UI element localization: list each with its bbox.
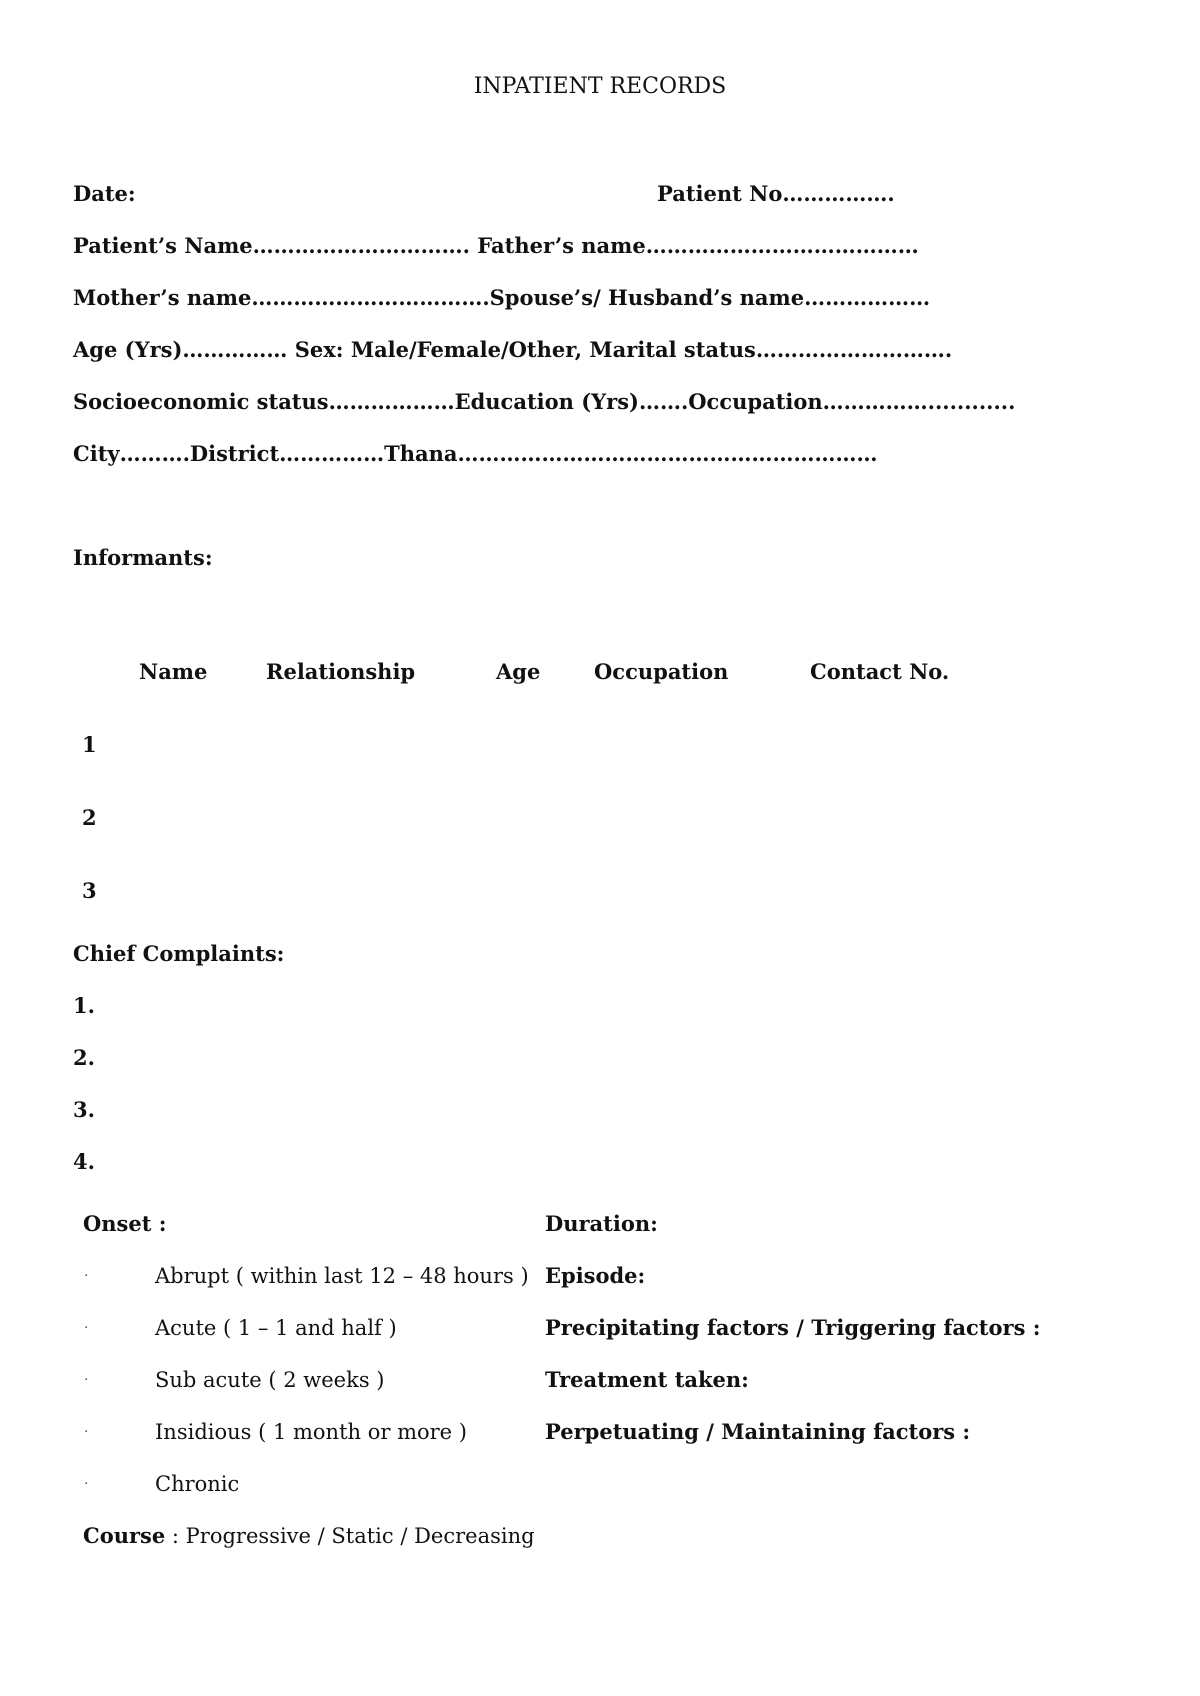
onset-option: Sub acute ( 2 weeks ) — [155, 1368, 385, 1392]
treatment-taken-label: Treatment taken: — [545, 1367, 749, 1392]
bullet-icon: · — [84, 1268, 89, 1284]
complaint-number: 3. — [73, 1097, 95, 1122]
episode-label: Episode: — [545, 1263, 646, 1288]
informant-row-number: 2 — [82, 805, 97, 830]
address-line: City……….District……………Thana…………………………………………………… — [73, 441, 878, 466]
mother-name-line: Mother’s name…………………………….Spouse’s/ Husband’s name……………… — [73, 285, 931, 310]
complaint-number: 2. — [73, 1045, 95, 1070]
patient-name-line: Patient’s Name…………………………. Father’s name………………………………… — [73, 233, 919, 258]
bullet-icon: · — [84, 1372, 89, 1388]
informants-col-contact: Contact No. — [810, 659, 950, 684]
informants-col-occupation: Occupation — [594, 659, 729, 684]
bullet-icon: · — [84, 1320, 89, 1336]
age-sex-marital-line: Age (Yrs)…………… Sex: Male/Female/Other, Marital status………………………. — [73, 337, 953, 362]
course-label: Course — [83, 1523, 166, 1548]
complaint-number: 4. — [73, 1149, 95, 1174]
informant-row-number: 1 — [82, 732, 97, 757]
bullet-icon: · — [84, 1424, 89, 1440]
onset-option: Chronic — [155, 1472, 240, 1496]
onset-option: Insidious ( 1 month or more ) — [155, 1420, 467, 1444]
course-line — [83, 1523, 535, 1549]
chief-complaints-heading: Chief Complaints: — [73, 941, 285, 966]
patient-no-label: Patient No……………. — [657, 181, 895, 206]
date-label: Date: — [73, 181, 136, 206]
precipitating-factors-label: Precipitating factors / Triggering factors : — [545, 1315, 1041, 1340]
complaint-number: 1. — [73, 993, 95, 1018]
informants-col-relationship: Relationship — [266, 659, 416, 684]
course-value: : Progressive / Static / Decreasing — [165, 1524, 535, 1548]
onset-heading: Onset : — [83, 1211, 167, 1236]
bullet-icon: · — [84, 1476, 89, 1492]
onset-option: Acute ( 1 – 1 and half ) — [155, 1316, 397, 1340]
informant-row-number: 3 — [82, 878, 97, 903]
socioeconomic-line: Socioeconomic status………………Education (Yrs)…….Occupation……………............ — [73, 389, 1016, 414]
informants-col-age: Age — [496, 659, 541, 684]
perpetuating-factors-label: Perpetuating / Maintaining factors : — [545, 1419, 971, 1444]
document-title: INPATIENT RECORDS — [473, 74, 727, 99]
onset-option: Abrupt ( within last 12 – 48 hours ) — [155, 1264, 529, 1288]
duration-label: Duration: — [545, 1211, 658, 1236]
informants-heading: Informants: — [73, 545, 213, 570]
informants-col-name: Name — [139, 659, 208, 684]
